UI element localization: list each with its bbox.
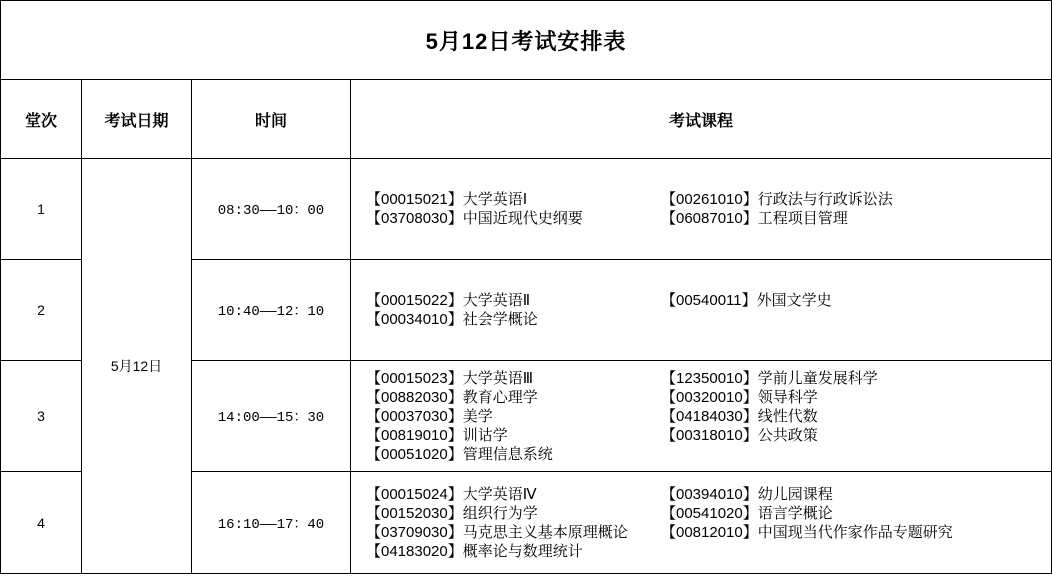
course-item: 【00882030】教育心理学 (366, 388, 538, 406)
session-number: 4 (1, 472, 82, 574)
table-row (1, 159, 1052, 260)
header-courses: 考试课程 (351, 80, 1052, 159)
course-cell (351, 159, 1052, 260)
session-number: 2 (1, 260, 82, 361)
course-cell (351, 260, 1052, 361)
course-item: 【00051020】管理信息系统 (366, 445, 553, 463)
course-item: 【06087010】工程项目管理 (661, 210, 848, 227)
header-exam-date: 考试日期 (82, 80, 192, 159)
course-item: 【04184030】线性代数 (661, 407, 818, 425)
course-list-right (661, 369, 961, 464)
course-list-right (661, 190, 961, 228)
course-item: 【00015024】大学英语Ⅳ (366, 485, 537, 503)
header-row (1, 80, 1052, 159)
course-item: 【12350010】学前儿童发展科学 (661, 369, 878, 387)
header-time: 时间 (192, 80, 351, 159)
course-item: 【00812010】中国现当代作家作品专题研究 (661, 523, 953, 541)
session-number: 1 (1, 159, 82, 260)
course-item: 【04183020】概率论与数理统计 (366, 542, 583, 560)
time-slot: 14:00——15：30 (192, 361, 351, 472)
course-item: 【00015023】大学英语Ⅲ (366, 369, 534, 387)
course-item: 【00015022】大学英语Ⅱ (366, 292, 531, 309)
course-cell (351, 361, 1052, 472)
time-slot: 08:30——10：00 (192, 159, 351, 260)
course-item: 【00261010】行政法与行政诉讼法 (661, 191, 893, 208)
course-item: 【00819010】训诂学 (366, 426, 508, 444)
course-item: 【00318010】公共政策 (661, 426, 818, 444)
header-session: 堂次 (1, 80, 82, 159)
course-item: 【00541020】语言学概论 (661, 504, 833, 522)
table-title: 5月12日考试安排表 (1, 1, 1052, 80)
course-item: 【00152030】组织行为学 (366, 504, 538, 522)
course-item: 【03709030】马克思主义基本原理概论 (366, 523, 628, 541)
course-item: 【00320010】领导科学 (661, 388, 818, 406)
session-number: 3 (1, 361, 82, 472)
course-list-left (366, 485, 661, 561)
course-item: 【03708030】中国近现代史纲要 (366, 210, 583, 227)
course-item: 【00540011】外国文学史 (661, 292, 832, 309)
course-list-left (366, 291, 661, 329)
course-item: 【00037030】美学 (366, 407, 493, 425)
title-row (1, 1, 1052, 80)
course-item: 【00394010】幼儿园课程 (661, 485, 833, 503)
course-list-left (366, 369, 661, 464)
course-item: 【00034010】社会学概论 (366, 311, 538, 328)
time-slot: 10:40——12：10 (192, 260, 351, 361)
course-list-right (661, 485, 961, 561)
course-list-right (661, 291, 961, 329)
exam-date-cell: 5月12日 (82, 159, 192, 574)
course-item: 【00015021】大学英语Ⅰ (366, 191, 528, 208)
time-slot: 16:10——17：40 (192, 472, 351, 574)
course-list-left (366, 190, 661, 228)
course-cell (351, 472, 1052, 574)
